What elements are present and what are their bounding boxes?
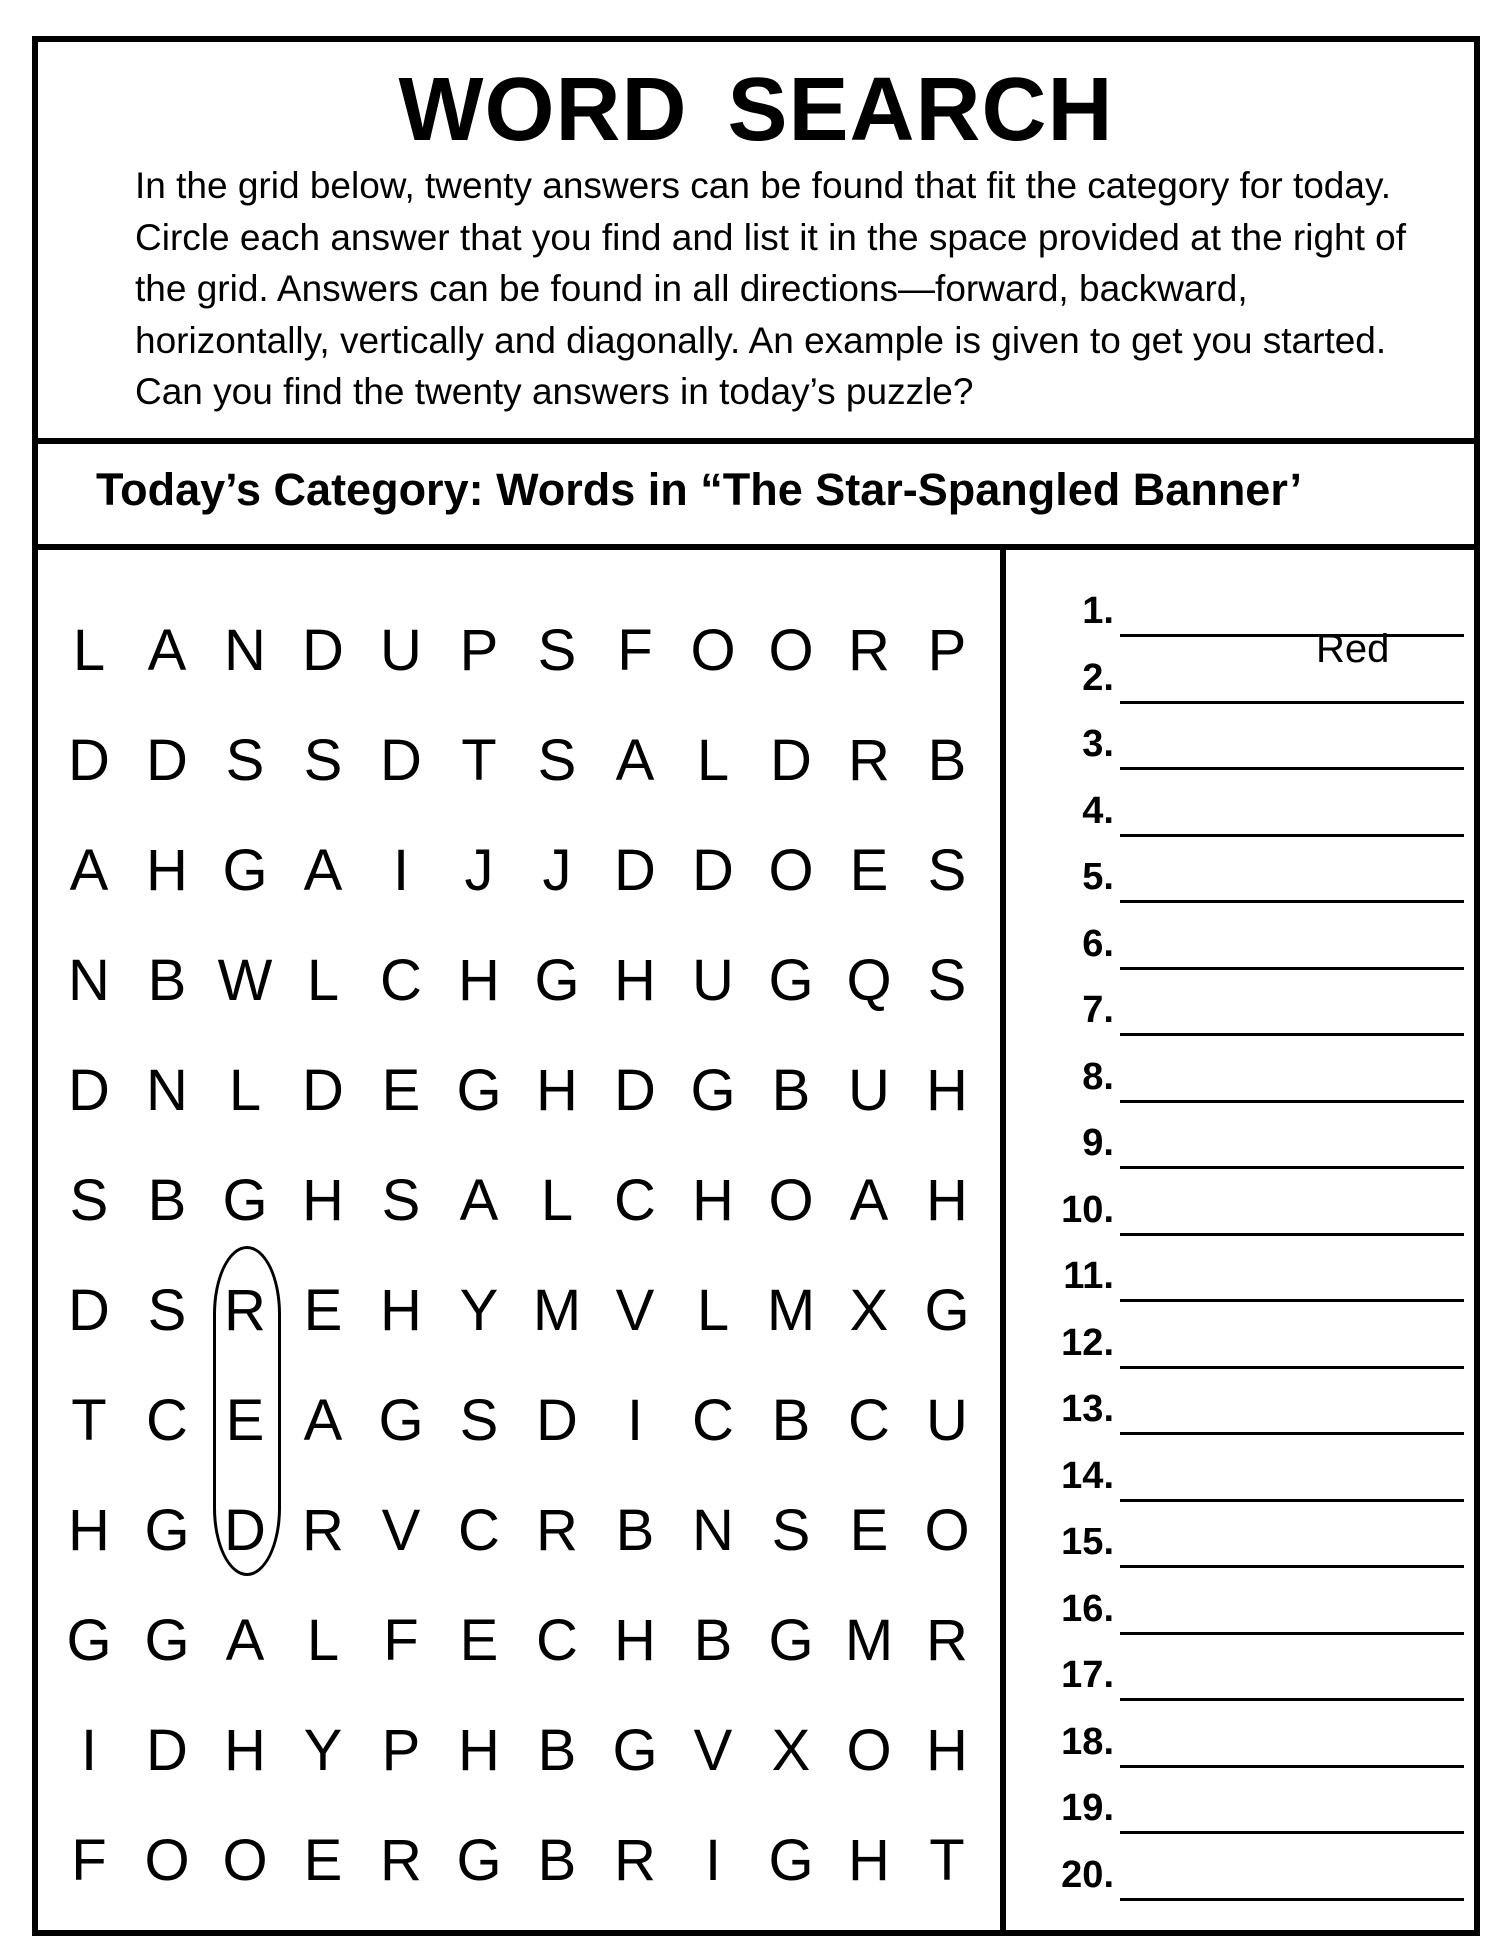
grid-row bbox=[38, 1476, 998, 1586]
grid-letter[interactable]: S bbox=[537, 618, 577, 683]
answer-number: 1. bbox=[1082, 590, 1114, 632]
grid-letter[interactable]: L bbox=[228, 1058, 262, 1123]
grid-letter[interactable]: W bbox=[217, 948, 273, 1013]
grid-row bbox=[38, 1586, 998, 1696]
grid-letter[interactable]: G bbox=[66, 1608, 112, 1673]
grid-letter[interactable]: G bbox=[768, 1608, 814, 1673]
grid-letter[interactable]: O bbox=[924, 1498, 970, 1563]
grid-letter[interactable]: H bbox=[926, 1058, 968, 1123]
answer-row bbox=[1006, 1844, 1480, 1910]
grid-letter[interactable]: H bbox=[458, 1718, 500, 1783]
grid-letter[interactable]: L bbox=[306, 948, 340, 1013]
grid-letter[interactable]: H bbox=[926, 1718, 968, 1783]
grid-row bbox=[38, 706, 998, 816]
grid-letter[interactable]: H bbox=[380, 1278, 422, 1343]
grid-letter[interactable]: G bbox=[690, 1058, 736, 1123]
grid-letter[interactable]: V bbox=[381, 1498, 421, 1563]
grid-letter[interactable]: O bbox=[768, 618, 814, 683]
grid-letter[interactable]: S bbox=[303, 728, 343, 793]
grid-letter[interactable]: E bbox=[225, 1388, 265, 1453]
answer-number: 16. bbox=[1061, 1587, 1114, 1630]
grid-letter[interactable]: H bbox=[224, 1718, 266, 1783]
grid-letter[interactable]: U bbox=[380, 618, 422, 683]
grid-letter[interactable]: D bbox=[146, 1718, 188, 1783]
grid-letter[interactable]: N bbox=[68, 948, 110, 1013]
answer-number: 12. bbox=[1061, 1321, 1114, 1364]
grid-letter[interactable]: A bbox=[303, 838, 343, 903]
grid-letter[interactable]: M bbox=[532, 1278, 582, 1343]
grid-letter[interactable]: A bbox=[147, 618, 187, 683]
answer-blank[interactable] bbox=[1120, 834, 1464, 837]
grid-letter[interactable]: L bbox=[696, 1278, 730, 1343]
grid-letter[interactable]: T bbox=[929, 1828, 965, 1893]
grid-letter[interactable]: I bbox=[704, 1828, 722, 1893]
grid-letter[interactable]: S bbox=[537, 728, 577, 793]
grid-letter[interactable]: P bbox=[459, 618, 499, 683]
grid-letter[interactable]: R bbox=[926, 1608, 968, 1673]
grid-letter[interactable]: T bbox=[461, 728, 497, 793]
grid-row bbox=[38, 926, 998, 1036]
grid-letter[interactable]: H bbox=[536, 1058, 578, 1123]
answer-number: 2. bbox=[1082, 656, 1114, 699]
grid-letter[interactable]: S bbox=[69, 1168, 109, 1233]
answer-blank[interactable] bbox=[1120, 1698, 1464, 1701]
answer-number: 8. bbox=[1082, 1055, 1114, 1098]
grid-letter[interactable]: F bbox=[383, 1608, 419, 1673]
grid-row bbox=[38, 596, 998, 706]
grid-row bbox=[38, 1256, 998, 1366]
answer-text: Red bbox=[1316, 627, 1390, 671]
grid-letter[interactable]: D bbox=[380, 728, 422, 793]
answer-blank[interactable] bbox=[1120, 1033, 1464, 1036]
answer-number: 13. bbox=[1061, 1388, 1114, 1430]
grid-letter[interactable]: P bbox=[381, 1718, 421, 1783]
grid-letter[interactable]: G bbox=[456, 1828, 502, 1893]
grid-letter[interactable]: J bbox=[542, 838, 572, 903]
answer-blank[interactable] bbox=[1120, 1565, 1464, 1568]
grid-letter[interactable]: D bbox=[146, 728, 188, 793]
grid-letter[interactable]: D bbox=[536, 1388, 578, 1453]
grid-letter[interactable]: F bbox=[71, 1828, 107, 1893]
grid-letter[interactable]: D bbox=[68, 1278, 110, 1343]
grid-letter[interactable]: V bbox=[693, 1718, 733, 1783]
grid-letter[interactable]: U bbox=[848, 1058, 890, 1123]
grid-letter[interactable]: L bbox=[306, 1608, 340, 1673]
grid-letter[interactable]: Q bbox=[846, 948, 892, 1013]
grid-letter[interactable]: A bbox=[849, 1168, 889, 1233]
grid-letter[interactable]: S bbox=[927, 838, 967, 903]
grid-row bbox=[38, 1806, 998, 1916]
grid-letter[interactable]: B bbox=[927, 728, 967, 793]
grid-letter[interactable]: B bbox=[771, 1388, 811, 1453]
answer-number: 17. bbox=[1061, 1654, 1114, 1696]
answer-row bbox=[1006, 780, 1480, 846]
grid-letter[interactable]: E bbox=[459, 1608, 499, 1673]
answer-number: 20. bbox=[1061, 1853, 1114, 1896]
grid-letter[interactable]: H bbox=[458, 948, 500, 1013]
grid-letter[interactable]: S bbox=[459, 1388, 499, 1453]
grid-letter[interactable]: X bbox=[771, 1718, 811, 1783]
grid-letter[interactable]: G bbox=[144, 1498, 190, 1563]
grid-letter[interactable]: C bbox=[536, 1608, 578, 1673]
answer-row bbox=[1006, 1511, 1480, 1577]
answer-row bbox=[1006, 1046, 1480, 1112]
grid-letter[interactable]: A bbox=[225, 1608, 265, 1673]
grid-letter[interactable]: V bbox=[615, 1278, 655, 1343]
answer-blank[interactable] bbox=[1120, 701, 1464, 704]
grid-letter[interactable]: R bbox=[302, 1498, 344, 1563]
grid-letter[interactable]: H bbox=[146, 838, 188, 903]
grid-letter[interactable]: G bbox=[768, 948, 814, 1013]
grid-letter[interactable]: J bbox=[464, 838, 494, 903]
grid-row bbox=[38, 1146, 998, 1256]
answer-row bbox=[1006, 1711, 1480, 1777]
answer-blank[interactable] bbox=[1120, 767, 1464, 770]
grid-letter[interactable]: A bbox=[615, 728, 655, 793]
answer-number: 19. bbox=[1061, 1787, 1114, 1829]
grid-letter[interactable]: S bbox=[927, 948, 967, 1013]
grid-letter[interactable]: E bbox=[303, 1278, 343, 1343]
grid-letter[interactable]: C bbox=[614, 1168, 656, 1233]
answer-number: 4. bbox=[1082, 789, 1114, 832]
grid-letter[interactable]: Y bbox=[303, 1718, 343, 1783]
grid-letter[interactable]: X bbox=[849, 1278, 889, 1343]
answer-number: 5. bbox=[1082, 856, 1114, 898]
grid-letter[interactable]: S bbox=[225, 728, 265, 793]
answer-number: 9. bbox=[1082, 1122, 1114, 1164]
grid-letter[interactable]: O bbox=[846, 1718, 892, 1783]
grid-letter[interactable]: D bbox=[302, 618, 344, 683]
category-label: Today’s Category: Words in “The Star-Spangled Banner’ bbox=[96, 464, 1303, 515]
grid-letter[interactable]: U bbox=[692, 948, 734, 1013]
grid-letter[interactable]: N bbox=[224, 618, 266, 683]
answer-number: 11. bbox=[1063, 1255, 1114, 1297]
grid-letter[interactable]: U bbox=[926, 1388, 968, 1453]
grid-letter[interactable]: R bbox=[536, 1498, 578, 1563]
answer-number: 7. bbox=[1082, 989, 1114, 1031]
answer-row bbox=[1006, 846, 1480, 912]
category-box bbox=[38, 438, 1474, 550]
grid-letter[interactable]: T bbox=[71, 1388, 107, 1453]
grid-letter[interactable]: B bbox=[537, 1718, 577, 1783]
grid-letter[interactable]: E bbox=[849, 838, 889, 903]
grid-letter[interactable]: G bbox=[534, 948, 580, 1013]
grid-letter[interactable]: G bbox=[222, 838, 268, 903]
header-box bbox=[38, 42, 1474, 444]
grid-letter[interactable]: C bbox=[848, 1388, 890, 1453]
grid-letter[interactable]: G bbox=[924, 1278, 970, 1343]
answer-row bbox=[1006, 1777, 1480, 1843]
grid-letter[interactable]: H bbox=[614, 1608, 656, 1673]
answer-row bbox=[1006, 1245, 1480, 1311]
letter-grid bbox=[38, 550, 1006, 1936]
grid-letter[interactable]: B bbox=[615, 1498, 655, 1563]
answer-blank[interactable] bbox=[1120, 1366, 1464, 1369]
grid-row bbox=[38, 1036, 998, 1146]
answer-row bbox=[1006, 1644, 1480, 1710]
grid-letter[interactable]: B bbox=[147, 1168, 187, 1233]
answer-row bbox=[1006, 1312, 1480, 1378]
answer-blank[interactable] bbox=[1120, 1898, 1464, 1901]
answer-blank[interactable] bbox=[1120, 967, 1464, 970]
grid-letter[interactable]: R bbox=[380, 1828, 422, 1893]
answer-row bbox=[1006, 1445, 1480, 1511]
grid-letter[interactable]: D bbox=[614, 1058, 656, 1123]
grid-letter[interactable]: D bbox=[770, 728, 812, 793]
answer-blank[interactable] bbox=[1120, 1831, 1464, 1834]
instructions: In the grid below, twenty answers can be found that fit the category for today. Circle each answer that you find and list it in the space provided at the right of the grid. Answers can be found in all directions—forward, backward, horizontally, vertically and diagonally. An example is given to get you started. Can you find the twenty answers in today’s puzzle? bbox=[135, 165, 1407, 412]
grid-letter[interactable]: S bbox=[381, 1168, 421, 1233]
answer-row bbox=[1006, 713, 1480, 779]
answer-blank[interactable] bbox=[1120, 900, 1464, 903]
answer-row bbox=[1006, 1112, 1480, 1178]
answer-blank[interactable] bbox=[1120, 1166, 1464, 1169]
grid-letter[interactable]: O bbox=[222, 1828, 268, 1893]
grid-letter[interactable]: M bbox=[844, 1608, 894, 1673]
grid-letter[interactable]: H bbox=[302, 1168, 344, 1233]
puzzle-frame bbox=[32, 36, 1480, 1936]
grid-letter[interactable]: C bbox=[458, 1498, 500, 1563]
grid-row bbox=[38, 1696, 998, 1806]
grid-letter[interactable]: A bbox=[459, 1168, 499, 1233]
grid-letter[interactable]: L bbox=[72, 618, 106, 683]
answer-blank[interactable] bbox=[1120, 627, 1464, 671]
answer-number: 18. bbox=[1061, 1720, 1114, 1763]
grid-letter[interactable]: H bbox=[848, 1828, 890, 1893]
grid-letter[interactable]: G bbox=[144, 1608, 190, 1673]
grid-letter[interactable]: Y bbox=[459, 1278, 499, 1343]
grid-row bbox=[38, 1366, 998, 1476]
answer-row bbox=[1006, 1578, 1480, 1644]
grid-letter[interactable]: I bbox=[80, 1718, 98, 1783]
answer-row bbox=[1006, 1179, 1480, 1245]
grid-letter[interactable]: H bbox=[614, 948, 656, 1013]
grid-letter[interactable]: H bbox=[692, 1168, 734, 1233]
grid-letter[interactable]: O bbox=[144, 1828, 190, 1893]
grid-letter[interactable]: D bbox=[68, 1058, 110, 1123]
grid-letter[interactable]: C bbox=[380, 948, 422, 1013]
grid-letter[interactable]: I bbox=[626, 1388, 644, 1453]
grid-letter[interactable]: G bbox=[456, 1058, 502, 1123]
grid-letter[interactable]: D bbox=[224, 1498, 266, 1563]
grid-letter[interactable]: E bbox=[849, 1498, 889, 1563]
grid-letter[interactable]: O bbox=[768, 838, 814, 903]
grid-letter[interactable]: O bbox=[690, 618, 736, 683]
answer-blank[interactable] bbox=[1120, 1499, 1464, 1502]
grid-letter[interactable]: A bbox=[303, 1388, 343, 1453]
grid-letter[interactable]: O bbox=[768, 1168, 814, 1233]
grid-letter[interactable]: E bbox=[303, 1828, 343, 1893]
grid-letter[interactable]: D bbox=[68, 728, 110, 793]
grid-letter[interactable]: B bbox=[147, 948, 187, 1013]
grid-letter[interactable]: D bbox=[692, 838, 734, 903]
grid-letter[interactable]: R bbox=[848, 728, 890, 793]
grid-letter[interactable]: S bbox=[147, 1278, 187, 1343]
grid-letter[interactable]: G bbox=[768, 1828, 814, 1893]
grid-letter[interactable]: R bbox=[614, 1828, 656, 1893]
answer-blank[interactable] bbox=[1120, 1100, 1464, 1103]
grid-letter[interactable]: N bbox=[692, 1498, 734, 1563]
answer-blank[interactable] bbox=[1120, 1765, 1464, 1768]
grid-letter[interactable]: B bbox=[771, 1058, 811, 1123]
answer-number: 3. bbox=[1082, 723, 1114, 765]
grid-letter[interactable]: C bbox=[692, 1388, 734, 1453]
answer-row bbox=[1006, 913, 1480, 979]
grid-letter[interactable]: R bbox=[848, 618, 890, 683]
answer-row bbox=[1006, 979, 1480, 1045]
grid-letter[interactable]: R bbox=[224, 1278, 266, 1343]
grid-letter[interactable]: G bbox=[222, 1168, 268, 1233]
grid-letter[interactable]: D bbox=[302, 1058, 344, 1123]
answer-row bbox=[1006, 647, 1480, 713]
grid-letter[interactable]: A bbox=[69, 838, 109, 903]
grid-letter[interactable]: F bbox=[617, 618, 653, 683]
grid-letter[interactable]: S bbox=[771, 1498, 811, 1563]
grid-letter[interactable]: G bbox=[378, 1388, 424, 1453]
answer-number: 14. bbox=[1061, 1454, 1114, 1497]
grid-letter[interactable]: C bbox=[146, 1388, 188, 1453]
puzzle-title: WORD SEARCH bbox=[398, 60, 1114, 160]
answer-blank[interactable] bbox=[1120, 1233, 1464, 1236]
grid-letter[interactable]: N bbox=[146, 1058, 188, 1123]
answer-row bbox=[1006, 580, 1480, 671]
answer-blank[interactable] bbox=[1120, 1432, 1464, 1435]
answer-blank[interactable] bbox=[1120, 1632, 1464, 1635]
answer-blank[interactable] bbox=[1120, 1299, 1464, 1302]
answer-number: 15. bbox=[1061, 1521, 1114, 1563]
grid-letter[interactable]: H bbox=[926, 1168, 968, 1233]
grid-letter[interactable]: M bbox=[766, 1278, 816, 1343]
grid-letter[interactable]: G bbox=[612, 1718, 658, 1783]
grid-letter[interactable]: H bbox=[68, 1498, 110, 1563]
grid-letter[interactable]: B bbox=[693, 1608, 733, 1673]
grid-letter[interactable]: D bbox=[614, 838, 656, 903]
grid-letter[interactable]: B bbox=[537, 1828, 577, 1893]
grid-letter[interactable]: L bbox=[540, 1168, 574, 1233]
grid-letter[interactable]: E bbox=[381, 1058, 421, 1123]
grid-letter[interactable]: I bbox=[392, 838, 410, 903]
grid-letter[interactable]: P bbox=[927, 618, 967, 683]
answer-row bbox=[1006, 1378, 1480, 1444]
answer-number: 10. bbox=[1061, 1188, 1114, 1231]
answer-list bbox=[1006, 550, 1480, 1936]
grid-row bbox=[38, 816, 998, 926]
answer-number: 6. bbox=[1082, 922, 1114, 965]
grid-letter[interactable]: L bbox=[696, 728, 730, 793]
